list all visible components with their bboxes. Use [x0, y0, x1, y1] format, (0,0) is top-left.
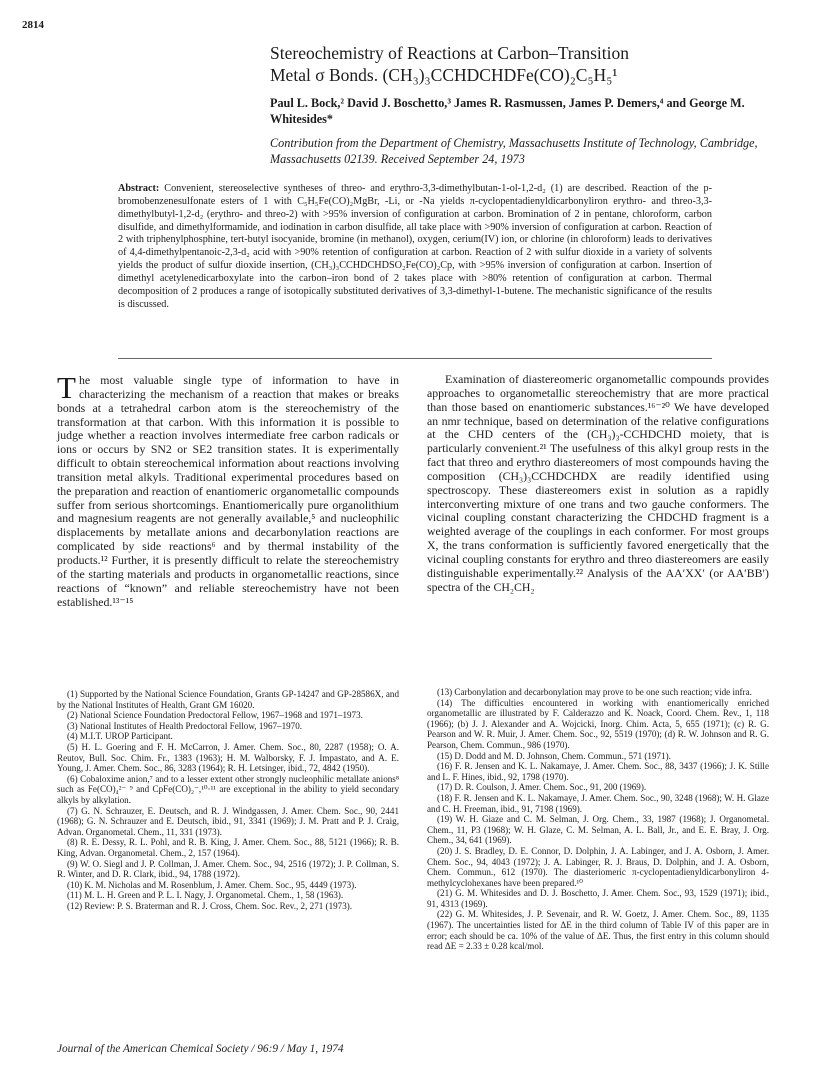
footnote: (12) Review: P. S. Braterman and R. J. Cross, Chem. Soc. Rev., 2, 271 (1973).	[67, 900, 353, 911]
footnote: (6) Cobaloxime anion,⁷ and to a lesser extent other strongly nucleophilic metallate anions⁸ such as Fe(CO)₄²⁻ ⁹ and CpFe(CO)₂⁻,¹⁰·¹¹ are exceptional in the ability to yield secondary alkyls by alkylation.	[57, 773, 399, 805]
footnotes-left	[57, 689, 399, 911]
footnote: (3) National Institutes of Health Predoctoral Fellow, 1967–1970.	[67, 720, 303, 731]
intro-text: he most valuable single type of information to have in characterizing the mechanism of a reaction that makes or breaks bonds at a tetrahedral carbon atom is the stereochemistry of the transformation at that carbon. With this information it is possible to judge whether a reaction involves intermediate free carbon radicals or ions or occurs by SN2 or SE2 transition states. It is experimentally difficult to obtain stereochemical information about reactions involving transition metal alkyls. Traditional experimental procedures based on the preparation and reaction of enantiomeric organometallic compounds suffer from serious shortcomings. Enantiomerically pure organolithium and magnesium reagents are not generally available,⁵ and nucleophilic displacements by metallate anions and decarbonylation reactions are complicated by side reactions⁶ and by thermal instability of the products.¹² Further, it is presently difficult to relate the stereochemistry of the starting materials and products in organometallic reactions, since reactions of “known” and reliable stereochemistry have not been established.¹³⁻¹⁵	[57, 373, 399, 609]
footnote: (20) J. S. Bradley, D. E. Connor, D. Dolphin, J. A. Labinger, and J. A. Osborn, J. Amer. Chem. Soc., 94, 4043 (1972); J. A. Labinger, R. J. Braus, D. Dolphin, and J. A. Osborn, Chem. Commun., 612 (1970). The diasteriomeric π-cyclopentadienyldicarbonyliron 4-methylcyclohexanes have been prepared.¹⁰	[427, 845, 769, 888]
title-line-1: Stereochemistry of Reactions at Carbon–Transition	[270, 43, 630, 63]
footnote: (21) G. M. Whitesides and D. J. Boschetto, J. Amer. Chem. Soc., 93, 1529 (1971); ibid., 91, 4313 (1969).	[427, 888, 769, 909]
footnote: (4) M.I.T. UROP Participant.	[67, 731, 173, 742]
body-column-right	[427, 373, 769, 595]
body-column-left	[57, 370, 399, 609]
title-line-2: Metal σ Bonds. (CH₃)₃CCHDCHDFe(CO)₂C₅H₅¹	[270, 65, 618, 85]
abstract-text: Convenient, stereoselective syntheses of threo- and erythro-3,3-dimethylbutan-1-ol-1,2-d₂ (1) are described. Reaction of the p-bromobenzenesulfonate esters of 1 with C₅H₅Fe(CO)₂MgBr, -Li, or -Na yields π-cyclopentadienyldicarbonyliron erythro- and threo-3,3-dimethylbutyl-1,2-d₂ (erythro- and threo-2) with >95% inversion of configuration at carbon. Bromination of 2 in pentane, chloroform, carbon disulfide, and dimethylformamide, and iodination in carbon disulfide, all take place with >90% inversion of configuration at carbon. Reaction of 2 with triphenylphosphine, tert-butyl isocyanide, bromine (in methanol), oxygen, cerium(IV) ion, or chlorine (in chloroform) leads to derivatives of 4,4-dimethylpentanoic-2,3-d₂ acid with >90% retention of configuration at carbon. Reaction of 2 with sulfur dioxide in a variety of solvents yields the product of sulfur dioxide insertion, (CH₃)₃CCHDCHDSO₂Fe(CO)₂Cp, with >95% inversion of configuration at carbon. Insertion of dimethyl acetylenedicarboxylate into the carbon–iron bond of 2 takes place with >80% retention of configuration at carbon. Thermal decomposition of 2 produces a range of isotopically substituted derivatives of 3,3-dimethyl-1-butene. The mechanistic significance of the results is discussed.	[118, 183, 713, 310]
footnote: (10) K. M. Nicholas and M. Rosenblum, J. Amer. Chem. Soc., 95, 4449 (1973).	[67, 879, 357, 890]
article-title	[270, 42, 790, 86]
footnote: (15) D. Dodd and M. D. Johnson, Chem. Commun., 571 (1971).	[437, 750, 671, 761]
footnote: (13) Carbonylation and decarbonylation may prove to be one such reaction; vide infra.	[437, 687, 752, 697]
footnote: (1) Supported by the National Science Foundation, Grants GP-14247 and GP-28586X, and by the National Institutes of Health, Grant GM 16020.	[57, 689, 399, 710]
intro-paragraph	[57, 370, 399, 609]
drop-cap: T	[57, 370, 76, 405]
footnote: (5) H. L. Goering and F. H. McCarron, J. Amer. Chem. Soc., 80, 2287 (1958); O. A. Reutov, Bull. Soc. Chim. Fr., 1383 (1963); H. M. Walborsky, F. J. Impastato, and A. E. Young, J. Amer. Chem. Soc., 86, 3283 (1964); R. H. Letsinger, ibid., 72, 4842 (1950).	[57, 741, 399, 774]
footnote: (22) G. M. Whitesides, J. P. Sevenair, and R. W. Goetz, J. Amer. Chem. Soc., 89, 1135 (1967). The uncertainties listed for ΔE in the third column of Table IV of this paper are in error; each should be ca. 10% of the value of ΔE. Thus, the first entry in this column should read ΔE = 2.33 ± 0.28 kcal/mol.	[427, 909, 769, 952]
page-number: 2814	[22, 19, 44, 31]
footnote: (9) W. O. Siegl and J. P. Collman, J. Amer. Chem. Soc., 94, 2516 (1972); J. P. Collman, S. R. Winter, and D. R. Clark, ibid., 94, 1788 (1972).	[57, 858, 399, 880]
footnote: (18) F. R. Jensen and K. L. Nakamaye, J. Amer. Chem. Soc., 90, 3248 (1968); W. H. Glaze and C. H. Freeman, ibid., 91, 7198 (1969).	[427, 792, 769, 814]
footnote: (11) M. L. H. Green and P. L. I. Nagy, J. Organometal. Chem., 1, 58 (1963).	[67, 890, 344, 901]
footnote: (7) G. N. Schrauzer, E. Deutsch, and R. J. Windgassen, J. Amer. Chem. Soc., 90, 2441 (1968); G. N. Schrauzer and E. Deutsch, ibid., 91, 3341 (1969); J. M. Pratt and P. J. Craig, Advan. Organometal. Chem., 11, 331 (1973).	[57, 805, 399, 837]
abstract	[118, 183, 712, 311]
footnote: (16) F. R. Jensen and K. L. Nakamaye, J. Amer. Chem. Soc., 88, 3437 (1966); J. K. Stille and L. F. Hines, ibid., 92, 1798 (1970).	[427, 761, 769, 782]
affiliation: Contribution from the Department of Chemistry, Massachusetts Institute of Technology, Cambridge, Massachusetts 02139. Received September 24, 1973	[270, 136, 758, 166]
body-paragraph: Examination of diastereomeric organometallic compounds provides approaches to organometallic stereochemistry that are more practical than those based on enantiomeric substances.¹⁶⁻²⁰ We have developed an nmr technique, based on determination of the relative configurations at the CHD centers of the (CH₃)₃-CCHDCHD moiety, that is particularly convenient.²¹ The usefulness of this alkyl group rests in the fact that threo and erythro diastereomers of most compounds having the composition (CH₃)₃CCHDCHDX are readily identified using spectroscopy. These diastereomers exist in solution as a rapidly interconverting mixture of one trans and two gauche conformers. The vicinal coupling constant characterizing the CHDCHD fragment is a weighted average of the couplings in each conformer. For most groups X, the trans conformation is sufficiently favored energetically that the vicinal coupling constants for erythro and threo diastereomers are easily distinguishable experimentally.²² Analysis of the AA′XX′ (or AA′BB′) spectra of the CH₂CH₂	[427, 372, 769, 594]
footnotes-right	[427, 687, 769, 952]
footnote: (17) D. R. Coulson, J. Amer. Chem. Soc., 91, 200 (1969).	[437, 782, 647, 793]
journal-footer: Journal of the American Chemical Society / 96:9 / May 1, 1974	[57, 1043, 344, 1055]
abstract-label: Abstract:	[118, 183, 160, 194]
author-list: Paul L. Bock,² David J. Boschetto,³ James R. Rasmussen, James P. Demers,⁴ and George M. Whitesides*	[270, 96, 745, 126]
footnote: (2) National Science Foundation Predoctoral Fellow, 1967–1968 and 1971–1973.	[67, 710, 363, 721]
footnote: (14) The difficulties encountered in working with enantiomerically enriched organometallic are illustrated by F. Calderazzo and K. Noack, Coord. Chem. Rev., 1, 118 (1966); (b) J. J. Alexander and A. Wojcicki, Inorg. Chim. Acta, 5, 655 (1971); (c) R. G. Pearson and W. R. Muir, J. Amer. Chem. Soc., 92, 5519 (1970); (d) R. W. Johnson and R. G. Pearson, Chem. Commun., 986 (1970).	[427, 697, 769, 750]
footnote: (8) R. E. Dessy, R. L. Pohl, and R. B. King, J. Amer. Chem. Soc., 88, 5121 (1966); R. B. King, Advan. Organometal. Chem., 2, 157 (1964).	[57, 837, 399, 858]
footnote: (19) W. H. Giaze and C. M. Selman, J. Org. Chem., 33, 1987 (1968); J. Organometal. Chem., 11, P3 (1968); W. H. Glaze, C. M. Selman, A. L. Ball, Jr., and E. E. Bray, J. Org. Chem., 34, 641 (1969).	[427, 814, 769, 846]
abstract-divider	[118, 358, 712, 359]
